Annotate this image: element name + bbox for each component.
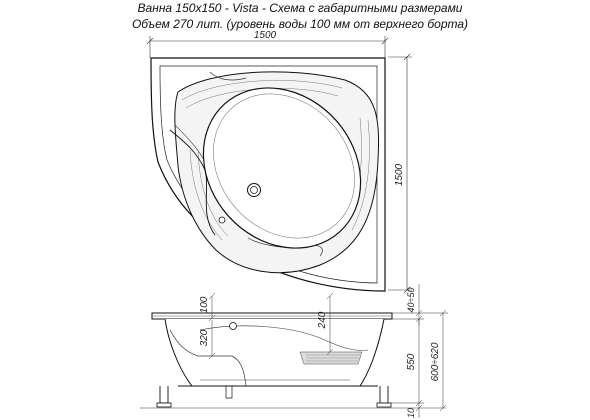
dim-550-label: 550: [406, 353, 417, 371]
side-view: [140, 284, 448, 418]
height-label: 1500: [394, 163, 405, 187]
dim-10-label: 10: [406, 407, 416, 419]
dim-40-50-label: 40÷50: [406, 287, 416, 313]
dim-600-620-label: 600÷620: [430, 342, 441, 382]
width-label: 1500: [253, 30, 277, 41]
leg-right: [380, 386, 388, 403]
drawing-title: Ванна 150х150 - Vista - Схема с габаритными размерами: [137, 1, 463, 15]
overflow-hole: [219, 217, 225, 223]
dim-240-label: 240: [317, 311, 328, 329]
side-overflow: [230, 323, 237, 330]
dim-100-label: 100: [199, 296, 210, 314]
drain-inner: [251, 187, 258, 194]
dim-320-label: 320: [199, 329, 210, 347]
leg-mid: [226, 386, 232, 398]
leg-left: [160, 386, 168, 403]
top-view: [147, 30, 412, 293]
drawing-subtitle: Объем 270 лит. (уровень воды 100 мм от верхнего борта): [131, 17, 469, 31]
